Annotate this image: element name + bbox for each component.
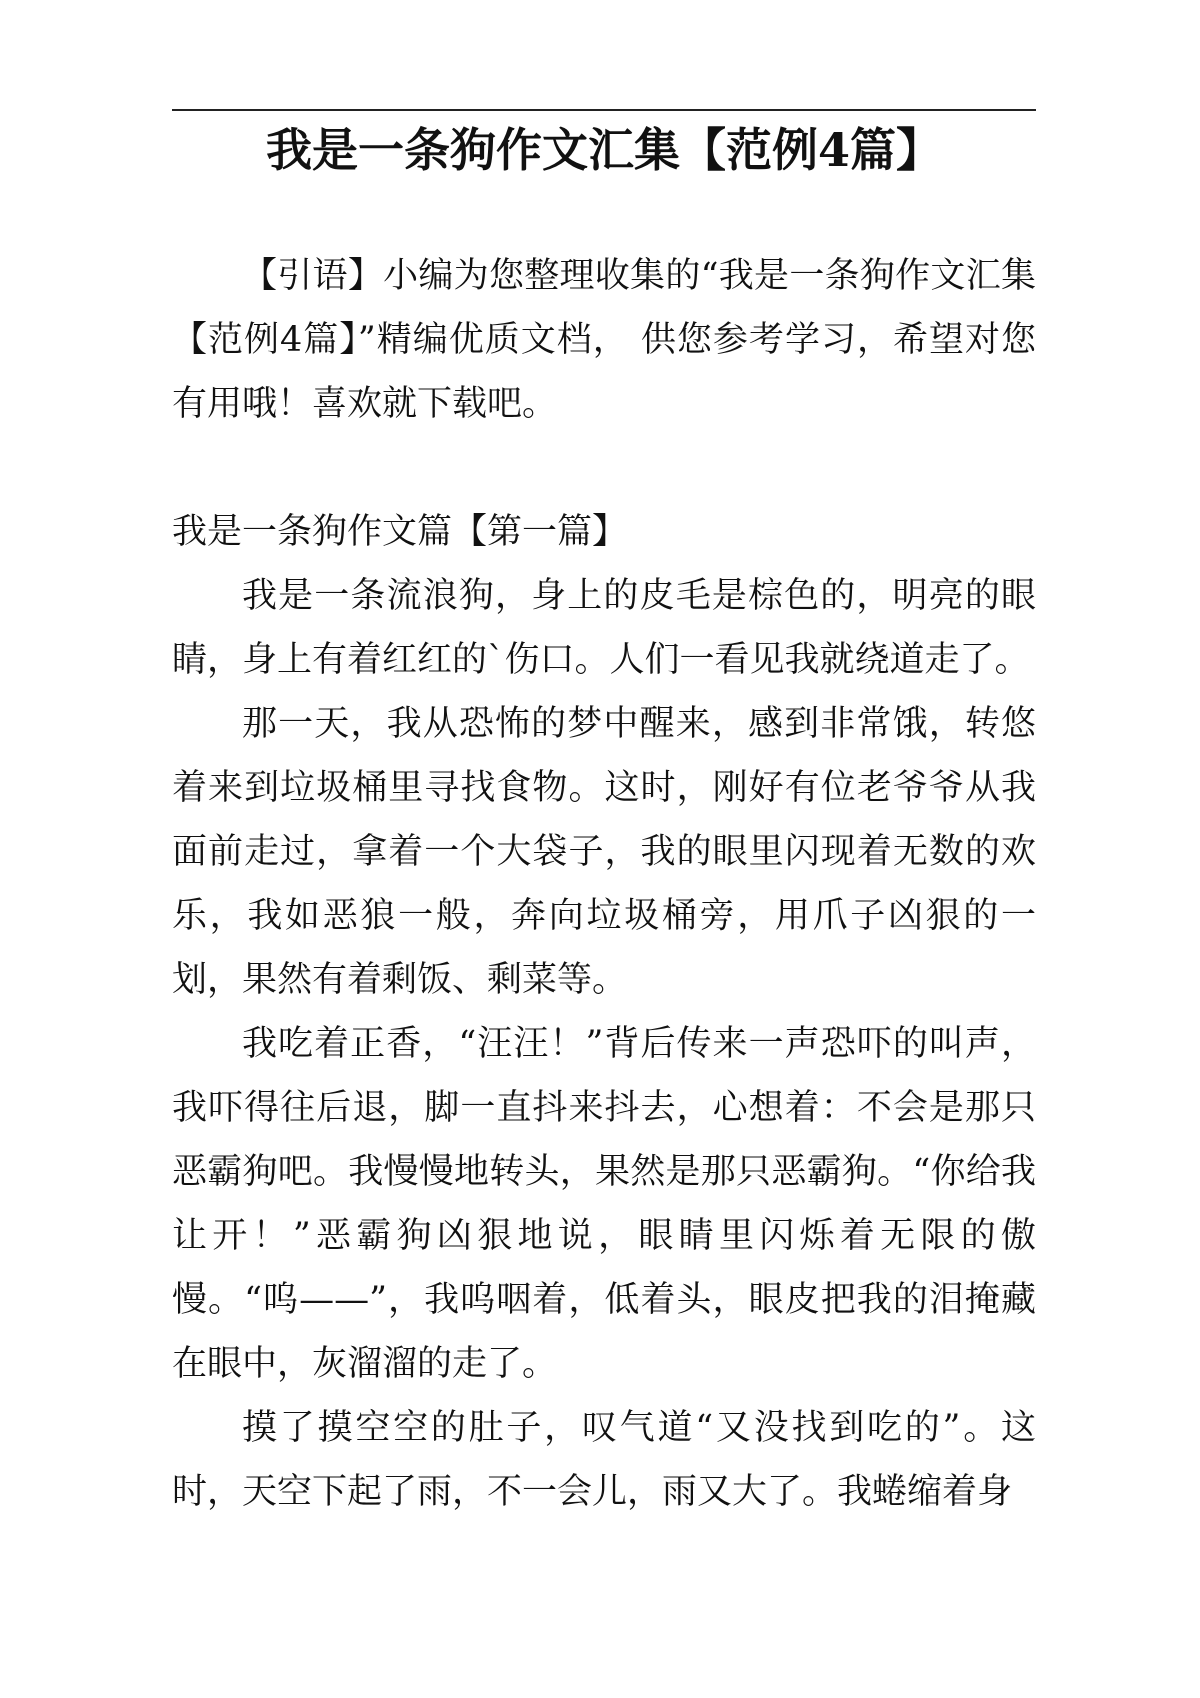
body-paragraph: 那一天，我从恐怖的梦中醒来，感到非常饿，转悠着来到垃圾桶里寻找食物。这时，刚好有位老爷爷从我面前走过，拿着一个大袋子，我的眼里闪现着无数的欢乐，我如恶狼一般，奔向垃圾桶旁，用爪子凶狠的一划，果然有着剩饭、剩菜等。: [172, 704, 1036, 1000]
body-paragraph: 我吃着正香，“汪汪！”背后传来一声恐吓的叫声，我吓得往后退，脚一直抖来抖去，心想着：不会是那只恶霸狗吧。我慢慢地转头，果然是那只恶霸狗。“你给我让开！”恶霸狗凶狠地说，眼睛里闪烁着无限的傲慢。“呜——”，我呜咽着，低着头，眼皮把我的泪掩藏在眼中，灰溜溜的走了。: [172, 1024, 1036, 1384]
body-paragraph: 摸了摸空空的肚子，叹气道“又没找到吃的”。这时，天空下起了雨，不一会儿，雨又大了。我蜷缩着身: [172, 1408, 1036, 1512]
section-heading: 我是一条狗作文篇【第一篇】: [172, 512, 628, 552]
header-rule: [172, 109, 1036, 111]
document-title: 我是一条狗作文汇集【范例4篇】: [265, 123, 942, 177]
body-paragraph: 我是一条流浪狗，身上的皮毛是棕色的，明亮的眼睛，身上有着红红的`伤口。人们一看见我就绕道走了。: [172, 576, 1036, 680]
intro-paragraph: 【引语】小编为您整理收集的“我是一条狗作文汇集【范例4篇】”精编优质文档， 供您参考学习，希望对您有用哦！喜欢就下载吧。: [172, 256, 1036, 424]
document-body: [172, 244, 1036, 1524]
